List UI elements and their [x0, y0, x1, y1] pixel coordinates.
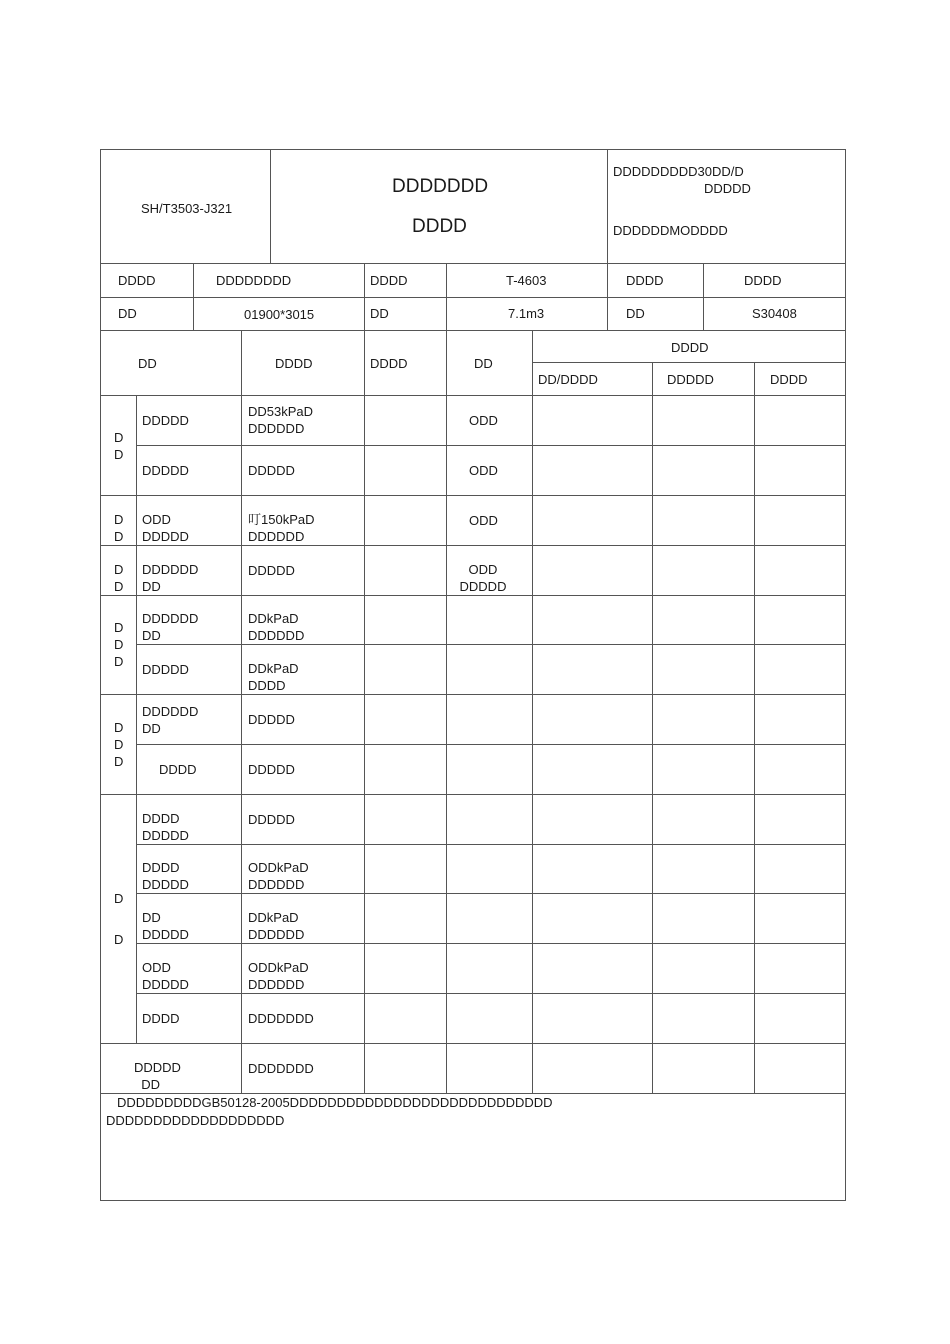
row-result: ODD	[469, 513, 498, 528]
line-info-v1	[193, 263, 194, 330]
group-label-6b: D	[114, 932, 124, 947]
line-col-sig-c	[754, 362, 755, 1093]
row-requirement: DDDDD	[248, 712, 295, 727]
row-requirement: DDkPaD DDDDDD	[248, 910, 305, 942]
row-item: DDDD	[142, 1011, 180, 1026]
line-header-v2	[607, 149, 608, 263]
line-row11	[136, 943, 846, 944]
col-header-sig-a: DD/DDDD	[538, 372, 598, 387]
line-info2-bottom	[100, 330, 846, 331]
line-col-sig-a	[532, 330, 533, 1093]
row-item: ODD DDDDD	[142, 960, 189, 992]
group-label-3: D D	[114, 562, 124, 594]
row-requirement: DDDDD	[248, 563, 295, 578]
row-item: ODD DDDDD	[142, 512, 189, 544]
row-result: ODD DDDDD	[459, 562, 507, 594]
line-header-v1	[270, 149, 271, 263]
info-r1-label1: DDDD	[118, 273, 156, 288]
row-requirement: ODDkPaD DDDDDD	[248, 860, 309, 892]
line-row1	[136, 445, 846, 446]
row-result: ODD	[469, 413, 498, 428]
info-r2-label3: DD	[626, 306, 645, 321]
col-header-sig-b: DDDDD	[667, 372, 714, 387]
row-requirement: DDDDD	[248, 762, 295, 777]
row-result: ODD	[469, 463, 498, 478]
line-col-record	[364, 330, 365, 1093]
group-label-6a: D	[114, 891, 124, 906]
line-row9	[136, 844, 846, 845]
group-label-2: D D	[114, 512, 124, 544]
line-info-v3	[446, 263, 447, 330]
col-header-sig-c: DDDD	[770, 372, 808, 387]
row-requirement: DD53kPaD DDDDDD	[248, 404, 314, 436]
row-requirement: DDkPaD DDDDDD	[248, 611, 305, 643]
line-group-col	[136, 395, 137, 1043]
info-r2-value2: 7.1m3	[508, 306, 545, 321]
line-info-v5	[703, 263, 704, 330]
line-header-bottom	[100, 263, 846, 264]
info-line1: DDDDDDDDD30DD/D	[613, 164, 744, 179]
line-info1-bottom	[100, 297, 846, 298]
row-item: DDDDDD DD	[142, 611, 199, 643]
info-line2: DDDDD	[704, 181, 751, 196]
line-g6-bottom	[100, 1043, 846, 1044]
row-item: DDDD	[159, 762, 197, 777]
form-title-line1: DDDDDDD	[392, 176, 489, 197]
info-r2-label1: DD	[118, 306, 137, 321]
row-requirement: ODDkPaD DDDDDD	[248, 960, 309, 992]
row-requirement: DDkPaD DDDD	[248, 661, 299, 693]
line-g5-bottom	[100, 794, 846, 795]
info-r1-label2: DDDD	[370, 273, 408, 288]
group-label-4: D D D	[114, 620, 124, 669]
row-requirement: DDDDD	[248, 463, 295, 478]
group-label-1: D D	[114, 430, 124, 462]
col-header-item: DD	[138, 356, 157, 371]
line-colheader-bottom	[100, 395, 846, 396]
line-row7	[136, 744, 846, 745]
row-item: DDDDDD DD	[142, 562, 199, 594]
info-r2-value3: S30408	[752, 306, 797, 321]
line-row10	[136, 893, 846, 894]
info-line3: DDDDDDMODDDD	[613, 223, 728, 238]
footer-note-line2: DDDDDDDDDDDDDDDDDDD	[106, 1113, 285, 1128]
line-sig-group-split	[532, 362, 846, 363]
form-title-line2: DDDD	[412, 216, 467, 237]
line-info-v2	[364, 263, 365, 330]
row-item: DDDDDD DD	[142, 704, 199, 736]
row-item: DDDD DDDDD	[142, 811, 189, 843]
row-item: DDDDD	[142, 463, 189, 478]
row-requirement: 叮150kPaD DDDDDD	[248, 512, 315, 544]
line-g4-bottom	[100, 694, 846, 695]
row-item: DDDDD	[142, 413, 189, 428]
col-header-result: DD	[474, 356, 493, 371]
info-r1-label3: DDDD	[626, 273, 664, 288]
info-r1-value2: T-4603	[506, 273, 547, 288]
final-row-item: DDDDD DD	[134, 1060, 181, 1092]
col-header-signature: DDDD	[671, 340, 709, 355]
info-r1-value3: DDDD	[744, 273, 782, 288]
line-col-req	[241, 330, 242, 1093]
line-row12	[136, 993, 846, 994]
row-item: DDDD DDDDD	[142, 860, 189, 892]
row-requirement: DDDDDDD	[248, 1011, 314, 1026]
group-label-5: D D D	[114, 720, 124, 769]
info-r2-value1: 01900*3015	[244, 307, 315, 322]
row-requirement: DDDDD	[248, 812, 295, 827]
line-g3-bottom	[100, 595, 846, 596]
form-code: SH/T3503-J321	[141, 201, 233, 216]
row-item: DD DDDDD	[142, 910, 189, 942]
footer-note-line1: DDDDDDDDDGB50128-2005DDDDDDDDDDDDDDDDDDDDDDDDDDDD	[117, 1095, 553, 1110]
line-row5	[136, 644, 846, 645]
line-g2-bottom	[100, 545, 846, 546]
line-info-v4	[607, 263, 608, 330]
final-row-requirement: DDDDDDD	[248, 1061, 314, 1076]
line-col-sig-b	[652, 362, 653, 1093]
row-item: DDDDD	[142, 662, 189, 677]
col-header-requirement: DDDD	[275, 356, 313, 371]
line-col-result	[446, 330, 447, 1093]
line-g1-bottom	[100, 495, 846, 496]
info-r2-label2: DD	[370, 306, 389, 321]
info-r1-value1: DDDDDDDD	[216, 273, 292, 288]
col-header-record: DDDD	[370, 356, 408, 371]
